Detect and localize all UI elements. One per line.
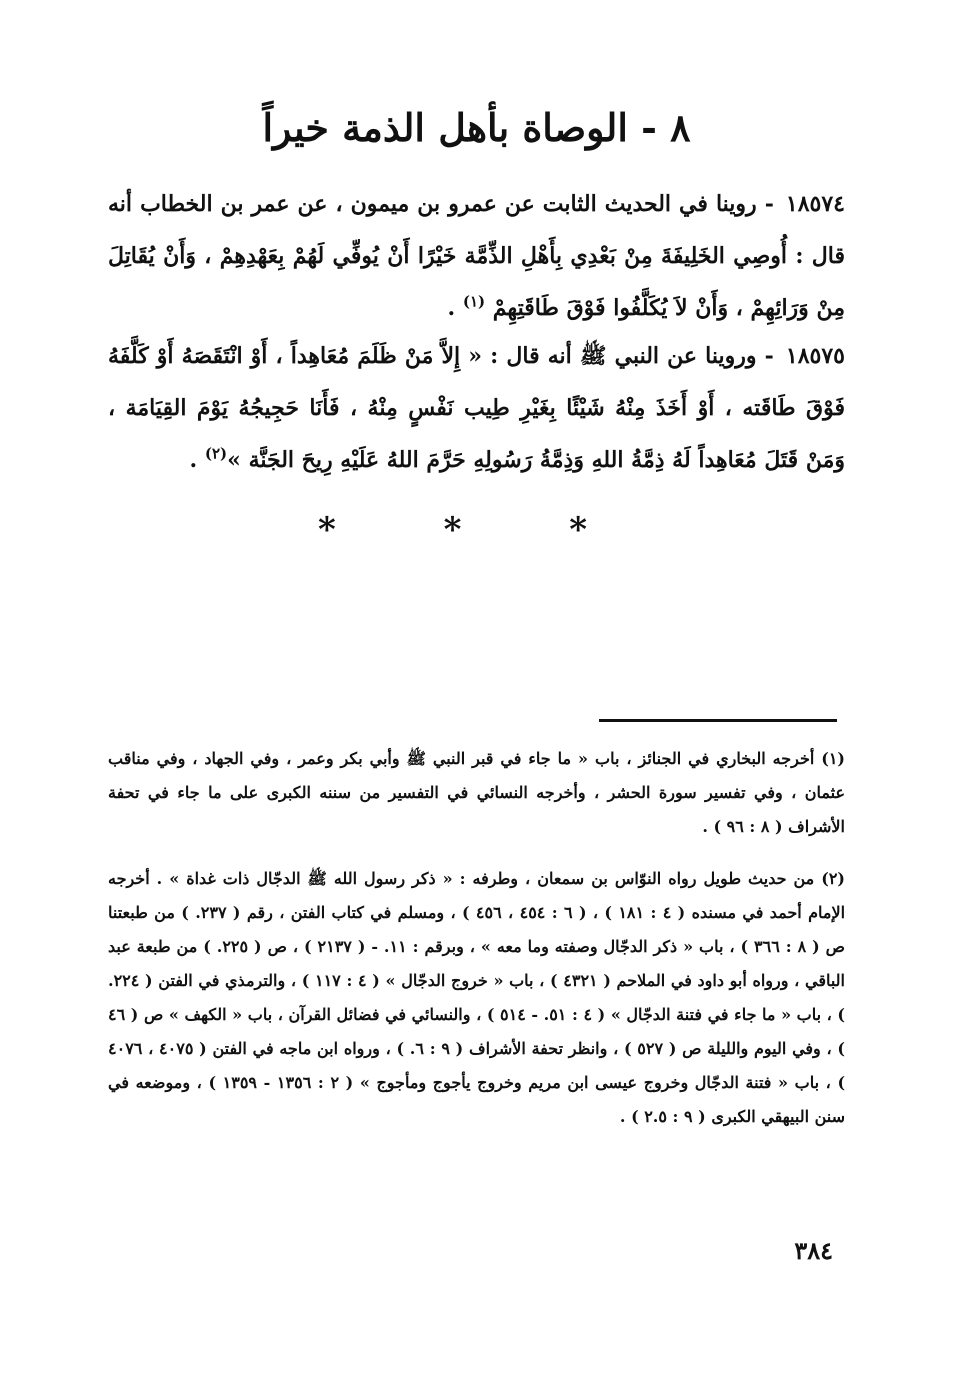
footnote-reference[interactable]: (٢) <box>204 444 228 463</box>
hadith-paragraph <box>108 178 845 334</box>
page-number: ٣٨٤ <box>794 1236 833 1265</box>
paragraph-end: . <box>447 295 456 321</box>
footnote-reference[interactable]: (١) <box>462 292 486 311</box>
section-separator: * * * <box>317 510 635 550</box>
hadith-number: ١٨٥٧٤ <box>785 191 845 217</box>
footnote-divider <box>599 719 837 722</box>
chapter-title: ٨ - الوصاة بأهل الذمة خيراً <box>262 105 691 150</box>
footnote: (١) أخرجه البخاري في الجنائز ، باب « ما جاء في قبر النبي ﷺ وأبي بكر وعمر ، وفي الجهاد ، وفي مناقب عثمان ، وفي تفسير سورة الحشر ، وأخرجه النسائي في التفسير من سننه الكبرى على ما جاء في تحفة الأشراف ( ٨ : ٩٦ ) . <box>108 749 845 836</box>
hadith-number: ١٨٥٧٥ <box>785 343 845 369</box>
hadith-text: - روينا في الحديث الثابت عن عمرو بن ميمون ، عن عمر بن الخطاب أنه قال : أُوصِي الخَلِيفَةَ مِنْ بَعْدِي بِأَهْلِ الذِّمَّة خَيْرًا أَنْ يُوفِّي لَهُمْ بِعَهْدِهِمْ ، وَأَنْ يُقَاتِلَ مِنْ وَرَائِهِمْ ، وَأَنْ لاَ يُكَلَّفُوا فَوْقَ طَاقَتِهِمْ <box>108 191 845 321</box>
hadith-text: - وروينا عن النبي ﷺ أنه قال : « إِلاَّ مَنْ ظَلَمَ مُعَاهِداً ، أَوْ انْتَقَصَهُ أَوْ كَلَّفَهُ فَوْقَ طَاقَته ، أَوْ أَخَذَ مِنْهُ شَيْئًا بِغَيْرِ طِيب نَفْسٍ مِنْهُ ، فَأَنَا حَجِيجُهُ يَوْمَ القِيَامَة ، وَمَنْ قَتَلَ مُعَاهِداً لَهُ ذِمَّةُ اللهِ وَذِمَّةُ رَسُولِهِ حَرَّمَ اللهُ عَلَيْهِ رِيحَ الجَنَّة » <box>108 343 845 473</box>
footnote: (٢) من حديث طويل رواه النوّاس بن سمعان ، وطرفه : « ذكر رسول الله ﷺ الدجّال ذات غداة » . أخرجه الإمام أحمد في مسنده ( ٤ : ١٨١ ) ، ( ٦ : ٤٥٤ ، ٤٥٦ ) ، ومسلم في كتاب الفتن ، رقم ( ٢٣٧. ) من طبعتنا ص ( ٨ : ٣٦٦ ) ، باب « ذكر الدجّال وصفته وما معه » ، وبرقم : ١١. - ( ٢١٣٧ ) ، ص ( ٢٢٥. ) من طبعة عبد الباقي ، ورواه أبو داود في الملاحم ( ٤٣٢١ ) ، باب « خروج الدجّال » ( ٤ : ١١٧ ) ، والترمذي في الفتن ( ٢٢٤. ) ، باب « ما جاء في فتنة الدجّال » ( ٤ : ٥١. - ٥١٤ ) ، والنسائي في فضائل القرآن ، باب « الكهف » ص ( ٤٦ ) ، وفي اليوم والليلة ص ( ٥٢٧ ) ، وانظر تحفة الأشراف ( ٩ : ٦. ) ، ورواه ابن ماجه في الفتن ( ٤٠٧٥ ، ٤٠٧٦ ) ، باب « فتنة الدجّال وخروج عيسى ابن مريم وخروج يأجوج ومأجوج » ( ٢ : ١٣٥٦ - ١٣٥٩ ) ، وموضعه في سنن البيهقي الكبرى ( ٩ : ٢.٥ ) . <box>108 869 846 1126</box>
paragraph-end: . <box>189 447 198 473</box>
hadith-paragraph <box>108 330 845 486</box>
